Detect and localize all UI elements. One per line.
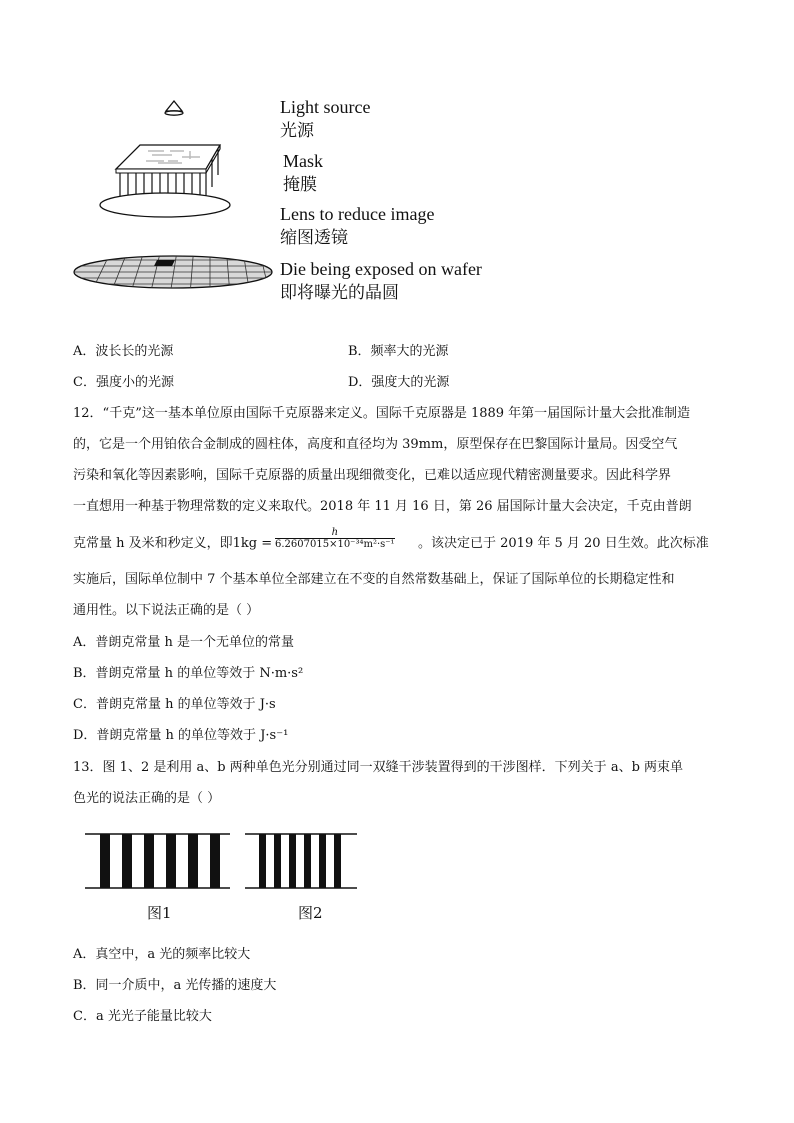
q13-option-b: B．同一介质中，a 光传播的速度大 [73,978,277,993]
figure-1-label: 图1 [147,904,172,922]
label-wafer-en: Die being exposed on wafer [280,259,482,279]
q11-option-c: C．强度小的光源 [73,375,174,390]
q12-option-c: C．普朗克常量 h 的单位等效于 J·s [73,697,276,712]
q12-option-b: B．普朗克常量 h 的单位等效于 N·m·s² [73,666,304,681]
q12-line-5-post: 。该决定已于 2019 年 5 月 20 日生效。此次标准 [418,536,709,551]
q12-line-5-pre: 克常量 h 及米和秒定义，即1kg = [73,536,273,551]
q13-line-1: 13．图 1、2 是利用 a、b 两种单色光分别通过同一双缝干涉装置得到的干涉图样．下列关于 a、b 两束单 [73,760,684,775]
q12-option-a: A．普朗克常量 h 是一个无单位的常量 [73,635,295,650]
lithography-diagram [70,95,280,300]
q13-line-2: 色光的说法正确的是（ ） [73,791,221,806]
label-light-source-en: Light source [280,97,371,117]
q13-option-c: C．a 光光子能量比较大 [73,1009,212,1024]
q12-line-1: 12．“千克”这一基本单位原由国际千克原器来定义。国际千克原器是 1889 年第一届国际计量大会批准制造 [73,406,691,421]
figure-2-label: 图2 [298,904,323,922]
label-lens-en: Lens to reduce image [280,204,435,224]
formula-denominator: 6.2607015×10⁻³⁴m²·s⁻¹ [275,539,395,550]
light-source-icon [165,101,183,115]
wafer-icon [70,245,280,295]
kg-definition-formula [275,527,395,550]
label-wafer-zh: 即将曝光的晶圆 [280,283,399,303]
label-mask-zh: 掩膜 [283,175,317,195]
mask-icon [116,145,220,199]
q12-line-6: 实施后，国际单位制中 7 个基本单位全部建立在不变的自然常数基础上，保证了国际单位的长期稳定性和 [73,572,675,587]
interference-figure-2 [245,833,357,889]
q12-line-4: 一直想用一种基于物理常数的定义来取代。2018 年 11 月 16 日，第 26 届国际计量大会决定，千克由普朗 [73,499,692,514]
label-light-source-zh: 光源 [280,121,314,141]
q12-line-7: 通用性。以下说法正确的是（ ） [73,603,260,618]
q11-option-d: D．强度大的光源 [348,375,450,390]
q12-option-d: D．普朗克常量 h 的单位等效于 J·s⁻¹ [73,728,289,743]
q13-option-a: A．真空中，a 光的频率比较大 [73,947,251,962]
q11-option-a: A．波长长的光源 [73,344,174,359]
label-mask-en: Mask [283,151,323,171]
q12-line-2: 的，它是一个用铂依合金制成的圆柱体，高度和直径均为 39mm，原型保存在巴黎国际计量局。因受空气 [73,437,678,452]
q11-option-b: B．频率大的光源 [348,344,449,359]
formula-numerator: h [275,527,395,539]
lens-icon [100,193,230,217]
interference-figure-1 [85,833,230,889]
q12-line-3: 污染和氧化等因素影响，国际千克原器的质量出现细微变化，已难以适应现代精密测量要求。因此科学界 [73,468,672,483]
label-lens-zh: 缩图透镜 [280,228,348,248]
